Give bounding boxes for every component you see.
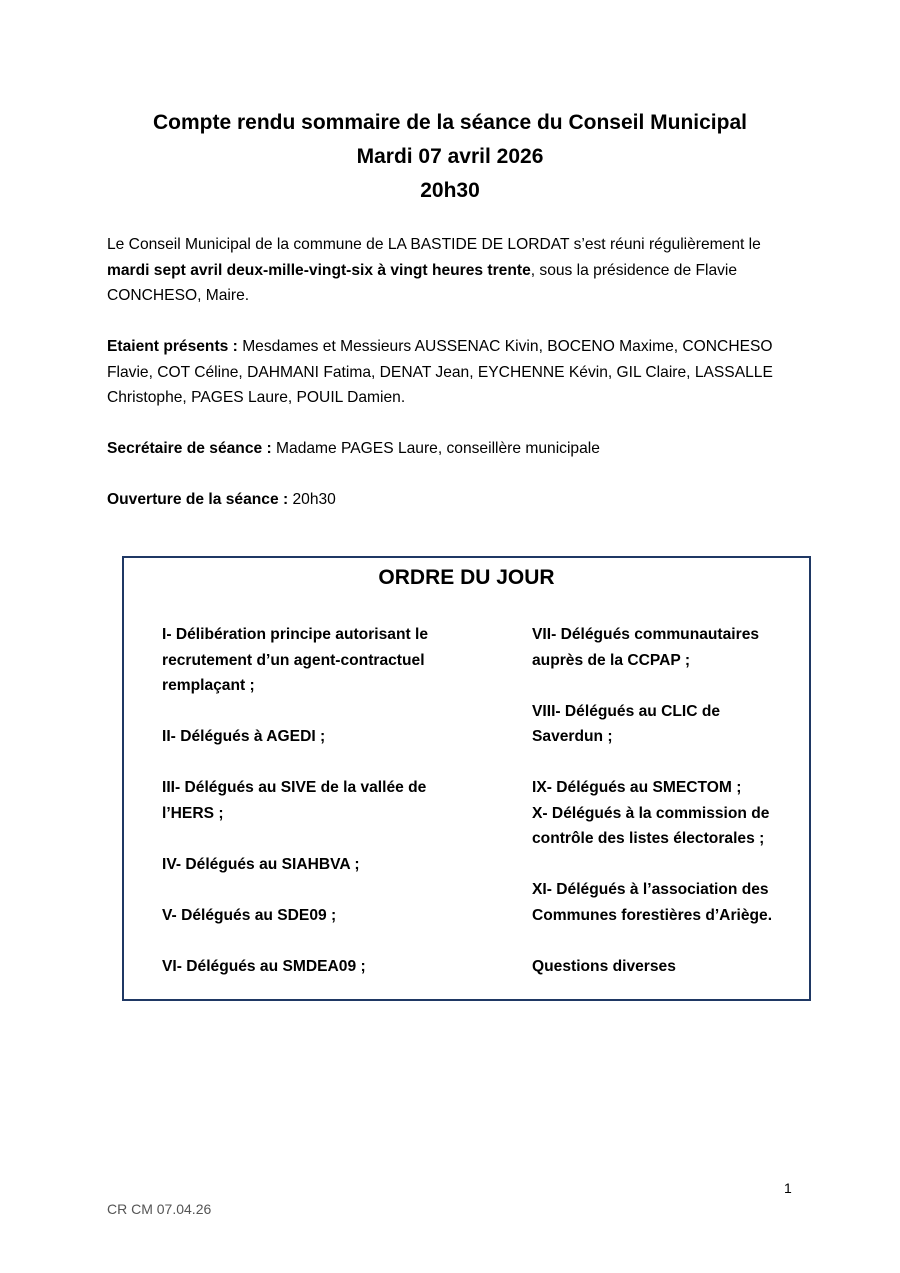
agenda-item: II- Délégués à AGEDI ; bbox=[162, 728, 326, 745]
agenda-item: Questions diverses bbox=[532, 957, 676, 975]
agenda-item: VI- Délégués au SMDEA09 ; bbox=[162, 957, 366, 975]
intro-text-1: Le Conseil Municipal de la commune de LA BASTIDE DE LORDAT s’est réuni régulièrement le bbox=[107, 236, 761, 253]
agenda-title: ORDRE DU JOUR bbox=[378, 566, 555, 589]
agenda-item: X- Délégués à la commission de contrôle des listes électorales ; bbox=[532, 804, 770, 847]
agenda-item: I- Délibération principe autorisant le recrutement d’un agent-contractuel remplaçant ; bbox=[162, 626, 429, 694]
agenda-item: VIII- Délégués au CLIC de Saverdun ; bbox=[532, 702, 721, 745]
page-number: 1 bbox=[784, 1180, 792, 1196]
footer-reference: CR CM 07.04.26 bbox=[107, 1201, 212, 1217]
intro-date-bold: mardi sept avril deux-mille-vingt-six à vingt heures trente bbox=[107, 261, 531, 279]
presents-list: Mesdames et Messieurs AUSSENAC Kivin, BOCENO Maxime, CONCHESO Flavie, COT Céline, DAHMANI Fatima, DENAT Jean, EYCHENNE Kévin, GIL Claire, LASSALLE Christophe, PAGES Laure, POUIL Damien. bbox=[107, 338, 773, 406]
presents-label: Etaient présents : bbox=[107, 338, 238, 355]
agenda-item: V- Délégués au SDE09 ; bbox=[162, 906, 337, 924]
title-time: 20h30 bbox=[420, 179, 480, 202]
title-line-1: Compte rendu sommaire de la séance du Conseil Municipal bbox=[153, 111, 747, 134]
agenda-item: VII- Délégués communautaires auprès de la CCPAP ; bbox=[532, 626, 760, 669]
agenda-item: IX- Délégués au SMECTOM ; bbox=[532, 779, 742, 796]
secretary-text: Madame PAGES Laure, conseillère municipale bbox=[271, 440, 600, 457]
presents-paragraph bbox=[107, 334, 797, 411]
opening-paragraph bbox=[107, 487, 797, 513]
agenda-right-column bbox=[532, 622, 792, 1005]
agenda-item: III- Délégués au SIVE de la vallée de l’HERS ; bbox=[162, 779, 427, 822]
document-title bbox=[0, 106, 900, 208]
intro-paragraph bbox=[107, 232, 797, 309]
intro-text-2: , sous la présidence de Flavie CONCHESO, Maire. bbox=[107, 261, 738, 304]
agenda-item: XI- Délégués à l’association des Communes forestières d’Ariège. bbox=[532, 881, 773, 924]
secretary-label: Secrétaire de séance : bbox=[107, 440, 272, 457]
agenda-left-column bbox=[162, 622, 432, 1005]
secretary-paragraph bbox=[107, 436, 797, 462]
opening-text: 20h30 bbox=[288, 491, 336, 508]
agenda-box bbox=[122, 556, 811, 1001]
agenda-item: IV- Délégués au SIAHBVA ; bbox=[162, 855, 360, 873]
opening-label: Ouverture de la séance : bbox=[107, 491, 289, 508]
title-date: Mardi 07 avril 2026 bbox=[356, 145, 544, 168]
